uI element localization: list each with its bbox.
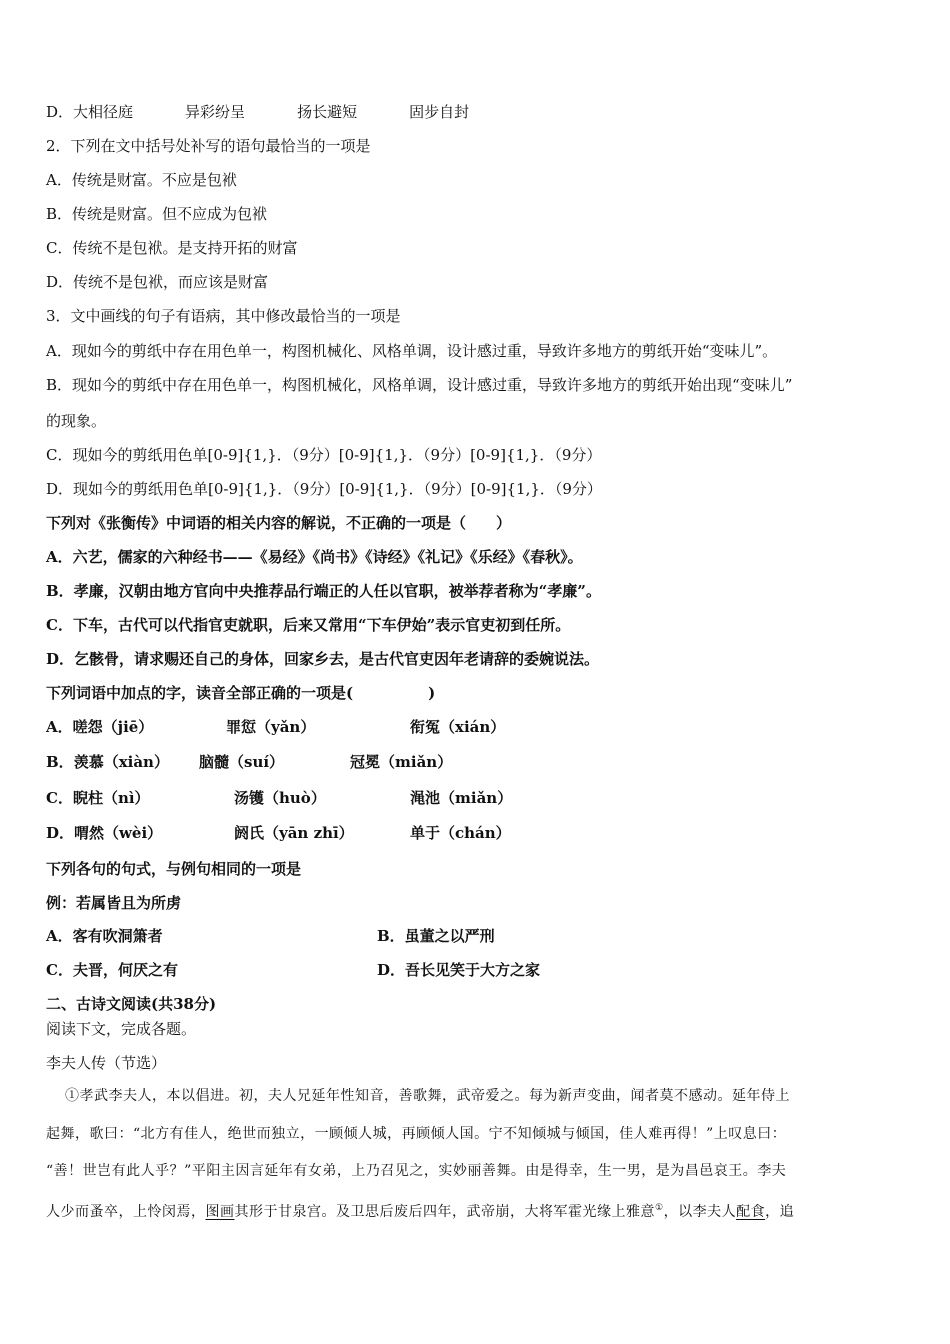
passage-line-4-part-a: 人少而蚤卒，上怜闵焉， [46, 1204, 206, 1220]
q1-option-d-word-3: 扬长避短 [297, 103, 358, 121]
passage-title: 李夫人传（节选） [46, 1054, 167, 1072]
pron-a-label: A． [46, 718, 73, 736]
syntax-option-b: B．虽董之以严刑 [377, 927, 495, 945]
passage-line-4 [46, 1198, 794, 1222]
pron-d-word-2: 阏氏（yān zhī） [234, 824, 354, 842]
passage-underlined-tuhua: 图画 [205, 1204, 235, 1220]
passage-line-2: 起舞，歌曰：“北方有佳人，绝世而独立，一顾倾人城，再顾倾人国。宁不知倾城与倾国，佳人难再得！”上叹息曰： [46, 1126, 787, 1142]
q3-option-c: C．现如今的剪纸用色单[0-9]{1,}．（9分）[0-9]{1,}．（9分）[0-9]{1,}．（9分） [46, 446, 602, 464]
pron-d-word-1: 喟然（wèi） [74, 824, 163, 842]
q1-option-d-word-1: 大相径庭 [73, 103, 134, 121]
q2-option-b: B．传统是财富。但不应成为包袱 [46, 205, 268, 223]
passage-line-4-part-c: ，以李夫人 [663, 1204, 737, 1220]
q1-option-d [46, 102, 469, 122]
pronunciation-row-a [46, 717, 506, 737]
q3-option-a: A．现如今的剪纸中存在用色单一，构图机械化、风格单调，设计感过重，导致许多地方的剪纸开始“变味儿”。 [46, 342, 778, 360]
zhangheng-option-c: C．下车，古代可以代指官吏就职，后来又常用“下车伊始”表示官吏初到任所。 [46, 616, 571, 634]
pron-b-label: B． [46, 753, 74, 771]
q2-option-c: C．传统不是包袱。是支持开拓的财富 [46, 239, 298, 257]
q3-option-b-line2: 的现象。 [46, 412, 107, 430]
pron-d-word-3: 单于（chán） [410, 824, 511, 842]
pron-c-word-3: 渑池（miǎn） [410, 789, 513, 807]
pron-d-label: D． [46, 824, 75, 842]
q2-option-d: D．传统不是包袱，而应该是财富 [46, 273, 269, 291]
passage-line-1: ①孝武李夫人，本以倡进。初，夫人兄延年性知音，善歌舞，武帝爱之。每为新声变曲，闻者莫不感动。延年侍上 [65, 1088, 790, 1104]
syntax-example: 例：若属皆且为所虏 [46, 894, 182, 912]
passage-line-4-part-d: ，追 [765, 1204, 795, 1220]
pron-a-word-1: 嗟怨（jiē） [72, 718, 154, 736]
pron-c-label: C． [46, 789, 73, 807]
pron-c-word-1: 睨柱（nì） [72, 789, 150, 807]
pronunciation-row-b [46, 752, 453, 772]
pron-b-word-3: 冠冕（miǎn） [350, 753, 453, 771]
section2-heading: 二、古诗文阅读(共38分) [46, 995, 217, 1013]
q3-option-d: D．现如今的剪纸用色单[0-9]{1,}．（9分）[0-9]{1,}．（9分）[0-9]{1,}．（9分） [46, 480, 602, 498]
q2-stem: 2．下列在文中括号处补写的语句最恰当的一项是 [46, 137, 371, 155]
q2-option-a: A．传统是财富。不应是包袱 [46, 171, 237, 189]
syntax-option-a: A．客有吹洞箫者 [46, 927, 163, 945]
pronunciation-row-d [46, 823, 511, 843]
passage-line-3: “善！世岂有此人乎？”平阳主因言延年有女弟，上乃召见之，实妙丽善舞。由是得幸，生一男，是为昌邑哀王。李夫 [46, 1163, 787, 1179]
zhangheng-option-a: A．六艺，儒家的六种经书——《易经》《尚书》《诗经》《礼记》《乐经》《春秋》。 [46, 548, 583, 566]
pron-b-word-1: 羡慕（xiàn） [73, 753, 169, 771]
footnote-marker: ① [655, 1203, 664, 1213]
pron-c-word-2: 汤镬（huò） [234, 789, 326, 807]
q3-option-b-line1: B．现如今的剪纸中存在用色单一，构图机械化，风格单调，设计感过重，导致许多地方的剪纸开始出现“变味儿” [46, 376, 793, 394]
pron-b-word-2: 脑髓（suí） [199, 753, 285, 771]
syntax-stem: 下列各句的句式，与例句相同的一项是 [46, 860, 302, 878]
q1-option-d-word-4: 固步自封 [409, 103, 470, 121]
pron-a-word-3: 衔冤（xián） [410, 718, 506, 736]
syntax-option-d: D．吾长见笑于大方之家 [377, 961, 541, 979]
pronunciation-stem: 下列词语中加点的字，读音全部正确的一项是( ) [46, 684, 436, 702]
zhangheng-stem: 下列对《张衡传》中词语的相关内容的解说，不正确的一项是（ ） [46, 514, 512, 532]
pron-a-word-2: 罪愆（yǎn） [226, 718, 316, 736]
q1-option-d-word-2: 异彩纷呈 [185, 103, 246, 121]
passage-underlined-peishi: 配食 [736, 1204, 766, 1220]
q3-stem: 3．文中画线的句子有语病，其中修改最恰当的一项是 [46, 307, 401, 325]
zhangheng-option-b: B．孝廉，汉朝由地方官向中央推荐品行端正的人任以官职，被举荐者称为“孝廉”。 [46, 582, 601, 600]
pronunciation-row-c [46, 788, 513, 808]
zhangheng-option-d: D．乞骸骨，请求赐还自己的身体，回家乡去，是古代官吏因年老请辞的委婉说法。 [46, 650, 600, 668]
section2-instruction: 阅读下文，完成各题。 [46, 1020, 197, 1038]
passage-line-4-part-b: 其形于甘泉宫。及卫思后废后四年，武帝崩，大将军霍光缘上雅意 [234, 1204, 655, 1220]
q1-option-d-label: D． [46, 103, 74, 121]
syntax-option-c: C．夫晋，何厌之有 [46, 961, 178, 979]
